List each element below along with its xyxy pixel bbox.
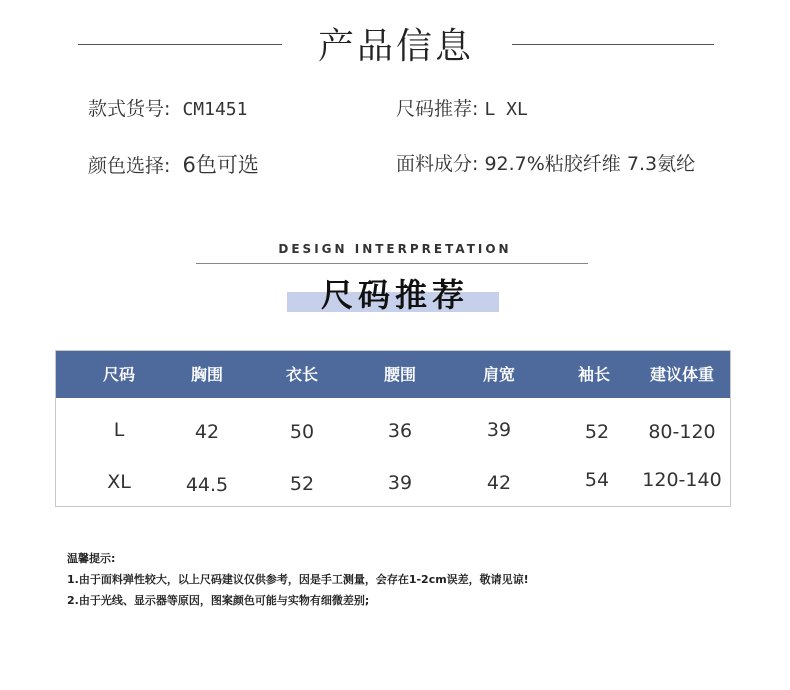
design-subtitle: DESIGN INTERPRETATION	[278, 242, 512, 256]
table-cell: 36	[387, 420, 413, 442]
model-number	[88, 94, 247, 121]
color-label: 颜色选择:	[88, 155, 171, 177]
note-line-1: 1.由于面料弹性较大，以上尺码建议仅供参考，因是手工测量，会存在1-2cm误差，敬请见谅!	[67, 573, 529, 586]
header-chest: 胸围	[190, 365, 223, 384]
size-value: L XL	[484, 99, 528, 120]
size-recommendation	[396, 94, 528, 121]
note-line-2: 2.由于光线、显示器等原因，图案颜色可能与实物有细微差别;	[67, 594, 370, 607]
fabric-value: 92.7%粘胶纤维 7.3氨纶	[484, 153, 696, 175]
table-cell: 39	[486, 419, 512, 441]
design-divider	[196, 263, 588, 264]
size-label: 尺码推荐:	[396, 98, 479, 120]
table-cell: 50	[289, 421, 315, 443]
header-length: 衣长	[285, 365, 318, 384]
header-weight: 建议体重	[649, 365, 714, 384]
header-size: 尺码	[102, 365, 135, 384]
color-choice	[88, 149, 259, 179]
header-waist: 腰围	[383, 365, 416, 384]
table-cell: 44.5	[185, 474, 229, 496]
table-cell: 39	[387, 472, 413, 494]
model-value: CM1451	[182, 99, 248, 120]
section-title: 尺码推荐	[320, 276, 469, 314]
title-divider-right	[512, 44, 714, 45]
color-value: 6色可选	[182, 153, 259, 177]
model-label: 款式货号:	[88, 98, 171, 120]
header-shoulder: 肩宽	[482, 365, 515, 384]
table-cell: L	[113, 419, 125, 441]
table-cell: 42	[194, 421, 220, 443]
size-table	[55, 350, 731, 507]
notes-heading: 温馨提示:	[67, 552, 116, 565]
table-cell: 120-140	[642, 469, 722, 491]
fabric-composition	[396, 149, 695, 176]
table-cell: 52	[584, 421, 610, 443]
table-cell: 80-120	[648, 421, 716, 443]
page-title: 产品信息	[317, 26, 474, 67]
table-cell: XL	[107, 471, 131, 493]
table-cell: 54	[584, 469, 610, 491]
title-divider-left	[78, 44, 282, 45]
table-cell: 52	[289, 473, 315, 495]
table-header	[56, 351, 730, 398]
table-cell: 42	[486, 472, 512, 494]
header-sleeve: 袖长	[577, 365, 610, 384]
fabric-label: 面料成分:	[396, 153, 479, 175]
